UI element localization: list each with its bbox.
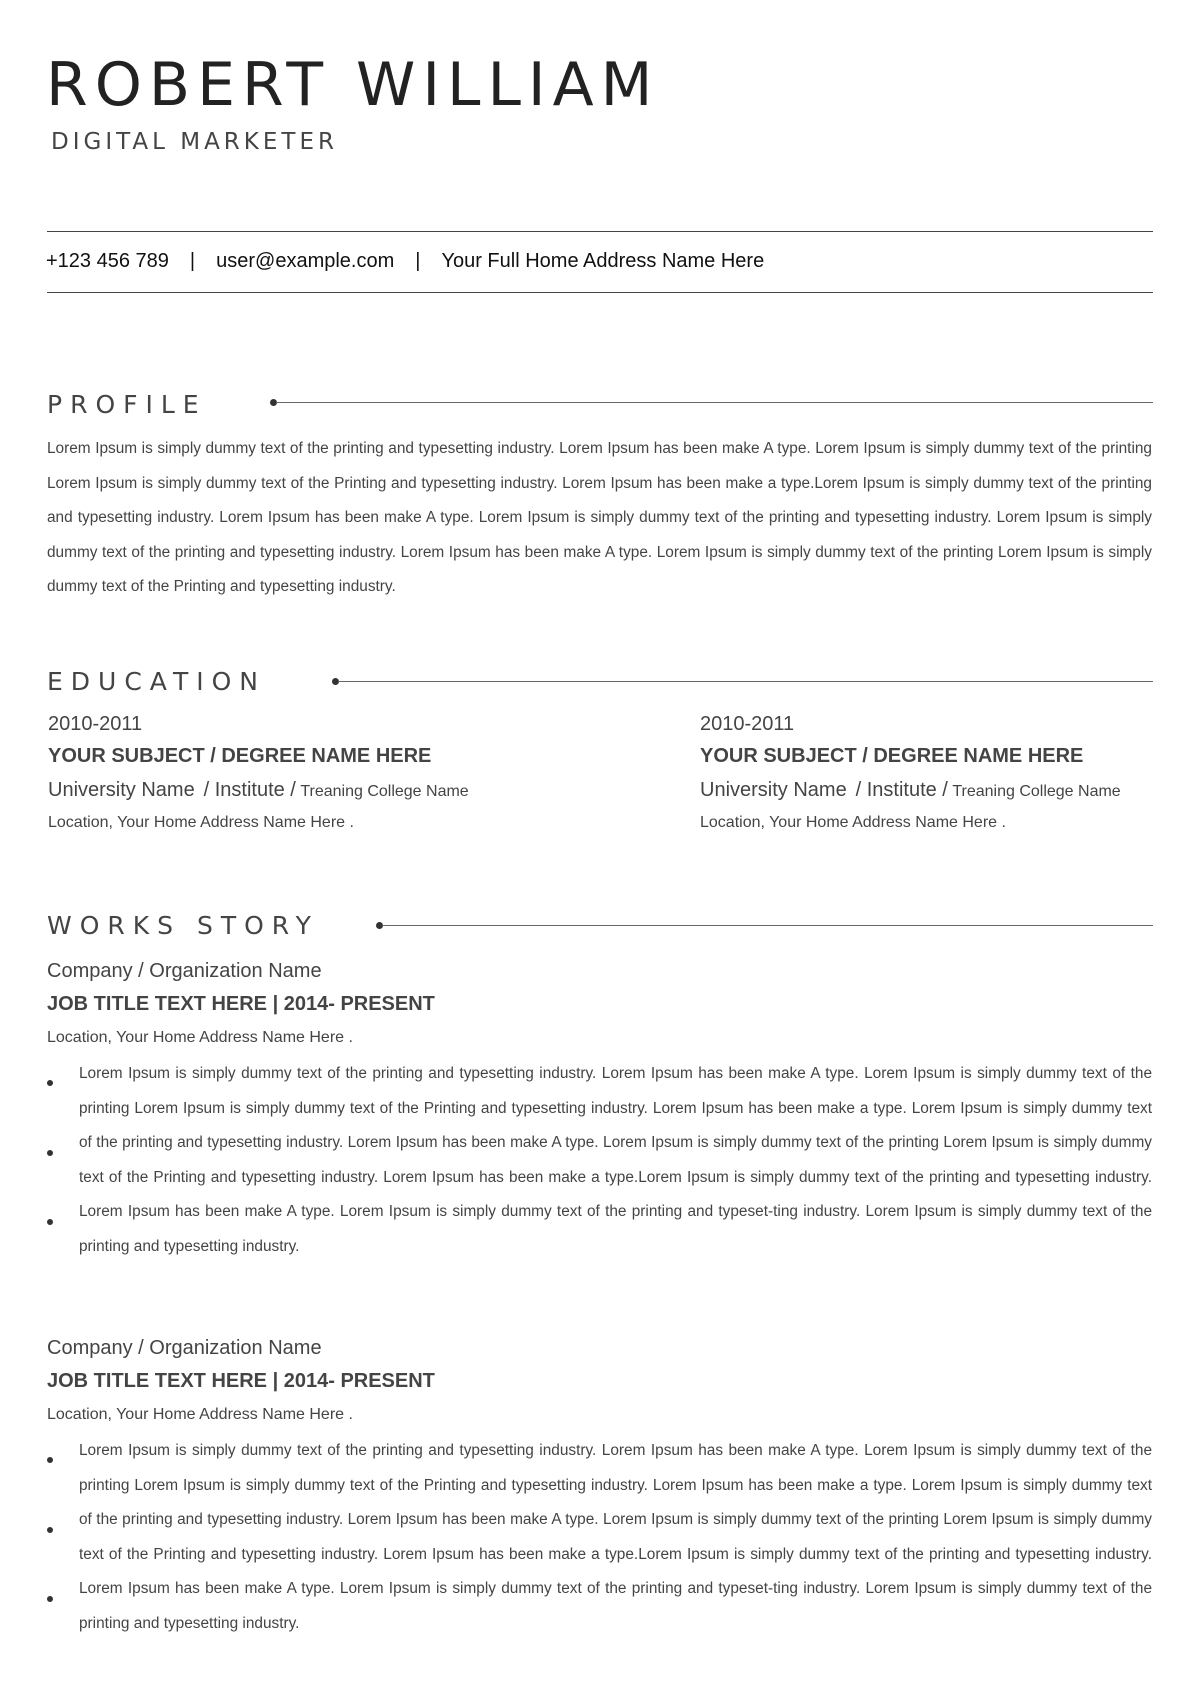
job-title: JOB TITLE TEXT HERE | 2014- PRESENT [47, 1370, 435, 1392]
university-name: University Name [700, 779, 847, 801]
bullet-icon [47, 1219, 53, 1225]
education-school [48, 779, 469, 802]
education-degree: YOUR SUBJECT / DEGREE NAME HERE [700, 745, 1084, 767]
college-name: Treaning College Name [952, 783, 1121, 800]
job-description: Lorem Ipsum is simply dummy text of the printing and typesetting industry. Lorem Ipsum has been make A type. Lorem Ipsum is simply dummy text of the printing Lorem Ipsum is simply dummy text of the Printing and typesetting industry. Lorem Ipsum has been make a type. Lorem Ipsum is simply dummy text of the printing and typesetting industry. Lorem Ipsum has been make A type. Lorem Ipsum is simply dummy text of the printing Lorem Ipsum is simply dummy text of the Printing and typesetting industry. Lorem Ipsum has been make a type.Lorem Ipsum is simply dummy text of the printing and typesetting industry. Lorem Ipsum has been make A type. Lorem Ipsum is simply dummy text of the printing and typeset-ting industry. Lorem Ipsum is simply dummy text of the printing and typesetting industry. [79, 1065, 1152, 1255]
college-name: Treaning College Name [300, 783, 469, 800]
job-location: Location, Your Home Address Name Here . [47, 1029, 353, 1046]
education-years: 2010-2011 [700, 713, 795, 735]
bullet-icon [47, 1596, 53, 1602]
contact-top-divider [47, 231, 1153, 232]
education-line [338, 681, 1153, 682]
candidate-role: DIGITAL MARKETER [51, 129, 338, 155]
profile-heading: PROFILE [47, 390, 207, 419]
profile-line [276, 402, 1153, 403]
bullet-icon [47, 1457, 53, 1463]
education-location: Location, Your Home Address Name Here . [700, 814, 1006, 831]
education-years: 2010-2011 [48, 713, 143, 735]
education-heading: EDUCATION [47, 667, 266, 696]
bullet-icon [47, 1527, 53, 1533]
job-description: Lorem Ipsum is simply dummy text of the printing and typesetting industry. Lorem Ipsum has been make A type. Lorem Ipsum is simply dummy text of the printing Lorem Ipsum is simply dummy text of the Printing and typesetting industry. Lorem Ipsum has been make a type. Lorem Ipsum is simply dummy text of the printing and typesetting industry. Lorem Ipsum has been make A type. Lorem Ipsum is simply dummy text of the printing Lorem Ipsum is simply dummy text of the Printing and typesetting industry. Lorem Ipsum has been make a type.Lorem Ipsum is simply dummy text of the printing and typesetting industry. Lorem Ipsum has been make A type. Lorem Ipsum is simply dummy text of the printing and typeset-ting industry. Lorem Ipsum is simply dummy text of the printing and typesetting industry. [79, 1442, 1152, 1632]
contact-bottom-divider [47, 292, 1153, 293]
candidate-name: ROBERT WILLIAM [46, 50, 660, 120]
home-address: Your Full Home Address Name Here [441, 250, 765, 272]
bullet-icon [47, 1080, 53, 1086]
institute-name: / Institute / [203, 779, 296, 801]
works-heading: WORKS STORY [47, 911, 319, 940]
education-school [700, 779, 1121, 802]
phone-number: +123 456 789 [46, 250, 169, 272]
education-location: Location, Your Home Address Name Here . [48, 814, 354, 831]
contact-bar [46, 250, 764, 273]
company-name: Company / Organization Name [47, 1337, 322, 1359]
university-name: University Name [48, 779, 195, 801]
company-name: Company / Organization Name [47, 960, 322, 982]
job-location: Location, Your Home Address Name Here . [47, 1406, 353, 1423]
job-title: JOB TITLE TEXT HERE | 2014- PRESENT [47, 993, 435, 1015]
email-address: user@example.com [216, 250, 395, 272]
profile-text: Lorem Ipsum is simply dummy text of the printing and typesetting industry. Lorem Ipsum has been make A type. Lorem Ipsum is simply dummy text of the printing Lorem Ipsum is simply dummy text of the Printing and typesetting industry. Lorem Ipsum has been make a type.Lorem Ipsum is simply dummy text of the printing and typesetting industry. Lorem Ipsum has been make A type. Lorem Ipsum is simply dummy text of the printing and typesetting industry. Lorem Ipsum is simply dummy text of the printing and typesetting industry. Lorem Ipsum has been make A type. Lorem Ipsum is simply dummy text of the printing Lorem Ipsum is simply dummy text of the Printing and typesetting industry. [47, 440, 1152, 595]
contact-separator: | [189, 250, 196, 272]
contact-separator: | [415, 250, 421, 272]
institute-name: / Institute / [855, 779, 948, 801]
works-line [382, 925, 1153, 926]
bullet-icon [47, 1150, 53, 1156]
education-degree: YOUR SUBJECT / DEGREE NAME HERE [48, 745, 432, 767]
